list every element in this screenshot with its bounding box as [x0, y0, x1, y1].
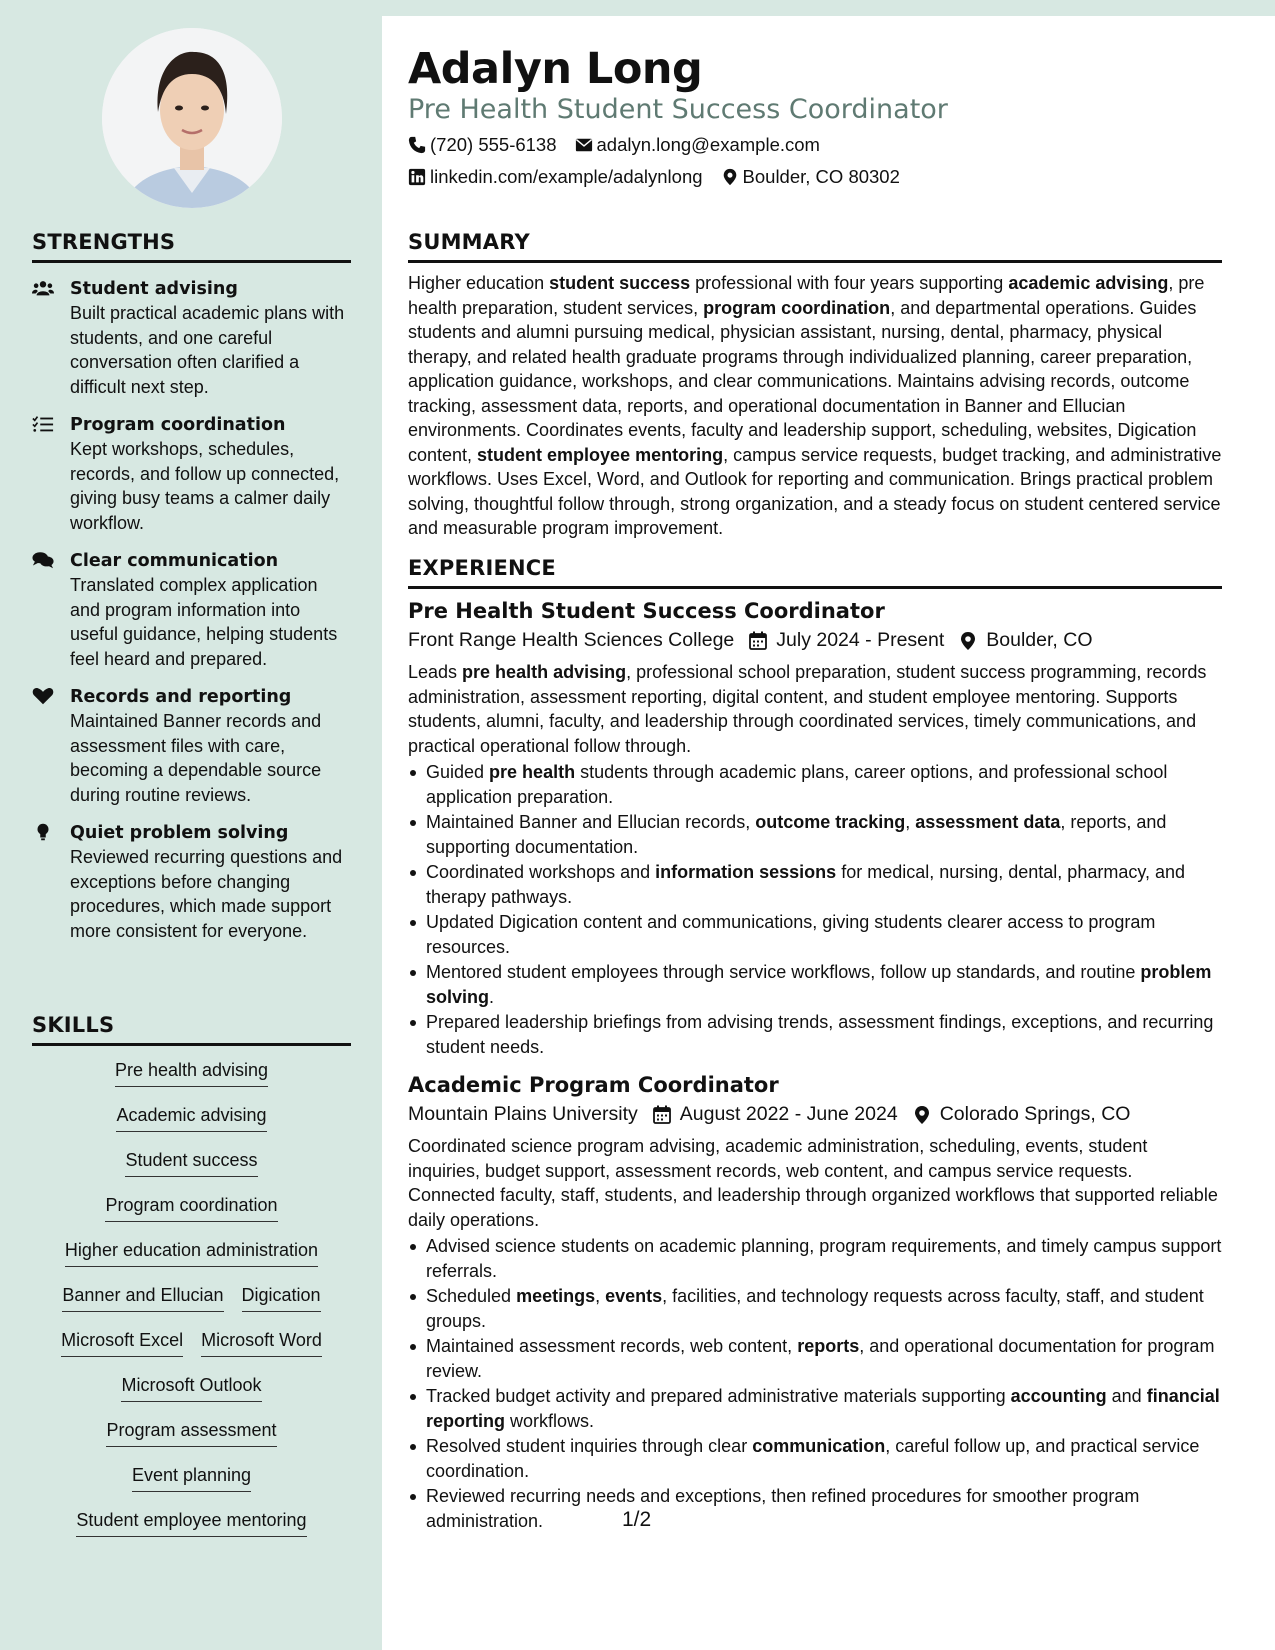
profile-photo — [102, 28, 282, 208]
contact-phone — [408, 134, 557, 156]
heart-icon — [32, 685, 58, 807]
skills-list — [32, 1058, 351, 1553]
skill-row — [61, 1328, 322, 1373]
list-item: Advised science students on academic planning, program requirements, and timely campus support referrals. — [408, 1234, 1222, 1283]
strength-item — [32, 413, 351, 535]
users-icon — [32, 277, 58, 399]
job-bullets — [408, 1234, 1222, 1533]
calendar-icon — [638, 1105, 680, 1125]
skill-row — [65, 1238, 318, 1283]
contact-linkedin[interactable] — [408, 166, 703, 188]
location-text: Boulder, CO 80302 — [742, 166, 900, 187]
contact-row-1 — [408, 134, 838, 156]
candidate-name: Adalyn Long — [408, 44, 703, 94]
experience-heading: EXPERIENCE — [408, 556, 1222, 589]
skill-tag: Event planning — [132, 1463, 251, 1492]
list-item: Resolved student inquiries through clear communication, careful follow up, and practical service coordination. — [408, 1434, 1222, 1483]
skill-tag: Academic advising — [116, 1103, 266, 1132]
skill-tag: Microsoft Word — [201, 1328, 322, 1357]
strength-title: Records and reporting — [70, 687, 292, 707]
strength-title: Student advising — [70, 279, 238, 299]
summary-section — [408, 230, 1222, 541]
sidebar — [0, 0, 382, 1650]
skill-tag: Program coordination — [105, 1193, 277, 1222]
job-company: Front Range Health Sciences College — [408, 629, 735, 651]
contact-row-2 — [408, 166, 918, 188]
page-number: 1/2 — [622, 1508, 652, 1531]
phone-text: (720) 555-6138 — [430, 134, 557, 155]
strength-title: Program coordination — [70, 415, 286, 435]
skills-heading: SKILLS — [32, 1013, 351, 1046]
job-meta — [408, 1103, 1222, 1126]
skill-tag: Student success — [125, 1148, 257, 1177]
skill-row — [115, 1058, 268, 1103]
map-pin-icon — [898, 1105, 940, 1125]
strength-title: Quiet problem solving — [70, 823, 289, 843]
job-entry — [408, 1073, 1222, 1533]
strength-item — [32, 277, 351, 399]
skill-row — [116, 1103, 266, 1148]
linkedin-text: linkedin.com/example/adalynlong — [430, 166, 703, 187]
list-item: Updated Digication content and communications, giving students clearer access to program resources. — [408, 910, 1222, 959]
skill-tag: Program assessment — [106, 1418, 276, 1447]
summary-heading: SUMMARY — [408, 230, 1222, 263]
main-content — [382, 16, 1275, 1650]
list-item: Maintained Banner and Ellucian records, outcome tracking, assessment data, reports, and supporting documentation. — [408, 810, 1222, 859]
skill-tag: Student employee mentoring — [76, 1508, 306, 1537]
skill-tag: Digication — [242, 1283, 321, 1312]
strength-desc: Kept workshops, schedules, records, and follow up connected, giving busy teams a calmer daily workflow. — [70, 439, 340, 533]
skill-tag: Higher education administration — [65, 1238, 318, 1267]
strength-item — [32, 685, 351, 807]
job-list — [408, 599, 1222, 1533]
strength-title: Clear communication — [70, 551, 279, 571]
calendar-icon — [734, 631, 776, 651]
list-item: Coordinated workshops and information sessions for medical, nursing, dental, pharmacy, and therapy pathways. — [408, 860, 1222, 909]
strengths-section — [32, 230, 351, 943]
skill-row — [105, 1193, 277, 1238]
list-item: Mentored student employees through service workflows, follow up standards, and routine problem solving. — [408, 960, 1222, 1009]
strength-desc: Translated complex application and program information into useful guidance, helping students feel heard and prepared. — [70, 575, 338, 669]
job-summary: Coordinated science program advising, academic administration, scheduling, events, student inquiries, budget support, assessment records, web content, and campus service requests. Connected faculty, staff, students, and leadership through organized workflows that supported reliable daily operations. — [408, 1136, 1218, 1230]
list-item: Scheduled meetings, events, facilities, and technology requests across faculty, staff, and student groups. — [408, 1284, 1222, 1333]
job-meta — [408, 629, 1222, 652]
linkedin-icon — [408, 168, 426, 186]
strength-desc: Built practical academic plans with students, and one careful conversation often clarified a difficult next step. — [70, 303, 345, 397]
strength-item — [32, 549, 351, 671]
experience-section — [408, 556, 1222, 1534]
list-item: Reviewed recurring needs and exceptions, then refined procedures for smoother program administration. — [408, 1484, 1222, 1533]
lightbulb-icon — [32, 821, 58, 943]
skill-row — [132, 1463, 251, 1508]
skill-row — [121, 1373, 261, 1418]
job-company: Mountain Plains University — [408, 1103, 638, 1125]
email-text: adalyn.long@example.com — [596, 134, 820, 155]
contact-email[interactable] — [575, 134, 820, 156]
skill-row — [62, 1283, 320, 1328]
map-pin-icon — [944, 631, 986, 651]
list-item: Maintained assessment records, web content, reports, and operational documentation for program review. — [408, 1334, 1222, 1383]
job-dates: August 2022 - June 2024 — [679, 1103, 898, 1125]
skill-tag: Microsoft Outlook — [121, 1373, 261, 1402]
comments-icon — [32, 549, 58, 671]
job-title: Academic Program Coordinator — [408, 1073, 779, 1097]
skill-tag: Banner and Ellucian — [62, 1283, 223, 1312]
list-item: Tracked budget activity and prepared administrative materials supporting accounting and financial reporting workflows. — [408, 1384, 1222, 1433]
job-dates: July 2024 - Present — [776, 629, 945, 651]
envelope-icon — [575, 136, 593, 154]
skills-section — [32, 1013, 351, 1553]
job-entry — [408, 599, 1222, 1059]
summary-text: Higher education student success professional with four years supporting academic advising, pre health preparation, student services, program coordination, and departmental operations. Guides students and alumni pursuing medical, physician assistant, nursing, dental, pharmacy, physical therapy, and related health graduate programs through individualized planning, career preparation, application guidance, workshops, and clear communications. Maintains advising records, outcome tracking, assessment data, reports, and operational documentation in Banner and Ellucian environments. Coordinates events, faculty and leadership support, scheduling, websites, Digication content, student employee mentoring, campus service requests, budget tracking, and administrative workflows. Uses Excel, Word, and Outlook for reporting and communication. Brings practical problem solving, thoughtful follow through, strong organization, and a steady focus on student centered service and measurable program improvement. — [408, 273, 1222, 538]
strength-item — [32, 821, 351, 943]
skill-tag: Pre health advising — [115, 1058, 268, 1087]
skill-tag: Microsoft Excel — [61, 1328, 183, 1357]
contact-location — [721, 166, 900, 188]
skill-row — [76, 1508, 306, 1553]
list-check-icon — [32, 413, 58, 535]
skill-row — [106, 1418, 276, 1463]
portrait-image — [102, 28, 282, 208]
skill-row — [125, 1148, 257, 1193]
job-bullets — [408, 760, 1222, 1059]
list-item: Prepared leadership briefings from advising trends, assessment findings, exceptions, and recurring student needs. — [408, 1010, 1222, 1059]
strengths-heading: STRENGTHS — [32, 230, 351, 263]
map-pin-icon — [721, 168, 739, 186]
job-location: Colorado Springs, CO — [939, 1103, 1131, 1125]
job-summary: Leads pre health advising, professional school preparation, student success programming, records administration, assessment reporting, digital content, and student employee mentoring. Supports students, alumni, faculty, and leadership through coordinated services, timely communications, and practical operational follow through. — [408, 662, 1207, 756]
list-item: Guided pre health students through academic plans, career options, and professional school application preparation. — [408, 760, 1222, 809]
phone-icon — [408, 136, 426, 154]
job-title: Pre Health Student Success Coordinator — [408, 599, 885, 623]
strength-desc: Maintained Banner records and assessment files with care, becoming a dependable source during routine reviews. — [70, 711, 322, 805]
strength-desc: Reviewed recurring questions and exceptions before changing procedures, which made support more consistent for everyone. — [70, 847, 343, 941]
job-location: Boulder, CO — [986, 629, 1093, 651]
candidate-title: Pre Health Student Success Coordinator — [408, 94, 948, 125]
